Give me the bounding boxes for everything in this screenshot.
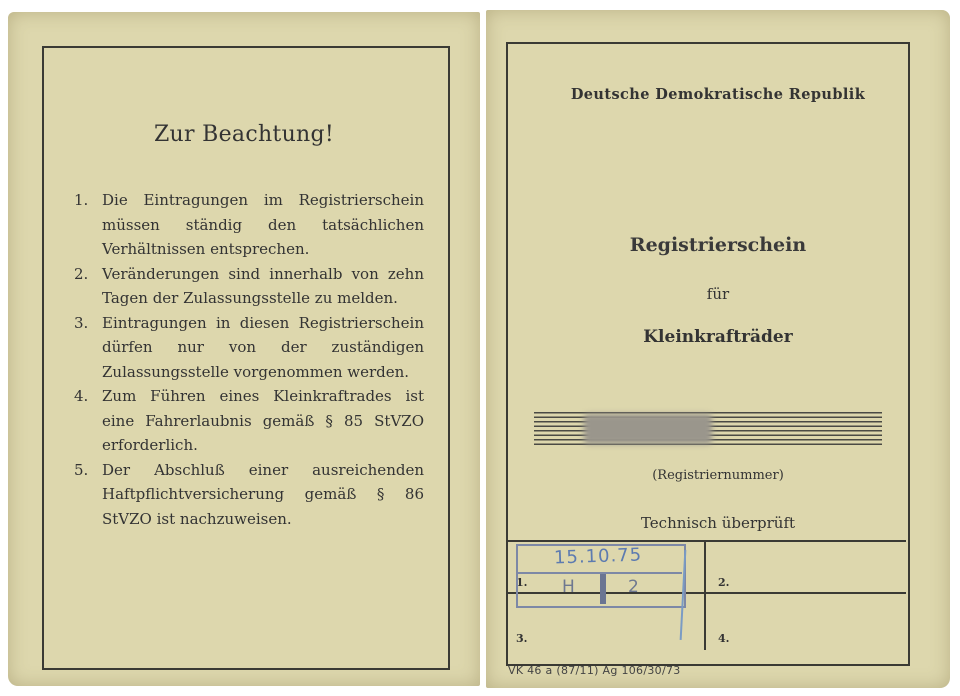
redacted-registration-number (584, 414, 712, 444)
notice-item (68, 188, 424, 262)
notice-item-number: 4. (74, 387, 89, 405)
stamp-divider (516, 572, 682, 574)
notice-title: Zur Beachtung! (153, 122, 335, 147)
stamp-number: 2 (628, 577, 639, 597)
inspection-cell-2: 2. (718, 576, 730, 589)
notice-item-text: Veränderungen sind innerhalb von zehn Tagen der Zulassungsstelle zu melden. (102, 264, 424, 307)
stamp-separator (600, 574, 606, 604)
right-page (486, 10, 950, 688)
left-page (8, 12, 480, 686)
inspection-cell-1: 1. (516, 576, 528, 589)
country-header: Deutsche Demokratische Republik (570, 86, 866, 103)
notice-item-number: 2. (74, 264, 89, 283)
notice-item-number: 3. (74, 313, 89, 332)
document-for-label: für (706, 285, 730, 303)
grid-line (508, 540, 906, 542)
inspection-cell-3: 3. (516, 632, 528, 645)
form-code: VK 46 a (87/11) Ag 106/30/73 (508, 664, 681, 677)
registration-number-label: (Registriernummer) (652, 468, 784, 483)
notice-item-number: 1. (74, 191, 89, 209)
inspection-label: Technisch überprüft (640, 514, 796, 532)
inspection-stamp (516, 544, 682, 604)
inspection-cell-4: 4. (718, 632, 730, 645)
notice-item (68, 384, 424, 458)
document-subtitle: Kleinkrafträder (643, 327, 793, 347)
notice-item (68, 458, 424, 532)
notice-list (68, 188, 424, 531)
notice-item-text: Der Abschluß einer ausreichenden Haftpflichtversicherung gemäß § 86 StVZO ist nachzuweisen. (102, 460, 424, 528)
notice-item-text: Eintragungen in diesen Registrierschein dürfen nur von der zuständigen Zulassungsstelle vorgenommen werden. (102, 313, 424, 381)
notice-item-text: Zum Führen eines Kleinkraftrades ist eine Fahrerlaubnis gemäß § 85 StVZO erforderlich. (102, 387, 424, 454)
notice-item (68, 311, 424, 385)
notice-item-number: 5. (74, 460, 89, 479)
notice-item (68, 262, 424, 311)
stamp-date: 15.10.75 (553, 544, 643, 569)
grid-line (704, 540, 706, 650)
stamp-letter: H (562, 577, 575, 597)
document-title: Registrierschein (629, 234, 807, 256)
notice-item-text: Die Eintragungen im Registrierschein müssen ständig den tatsächlichen Verhältnissen entsprechen. (102, 191, 424, 258)
